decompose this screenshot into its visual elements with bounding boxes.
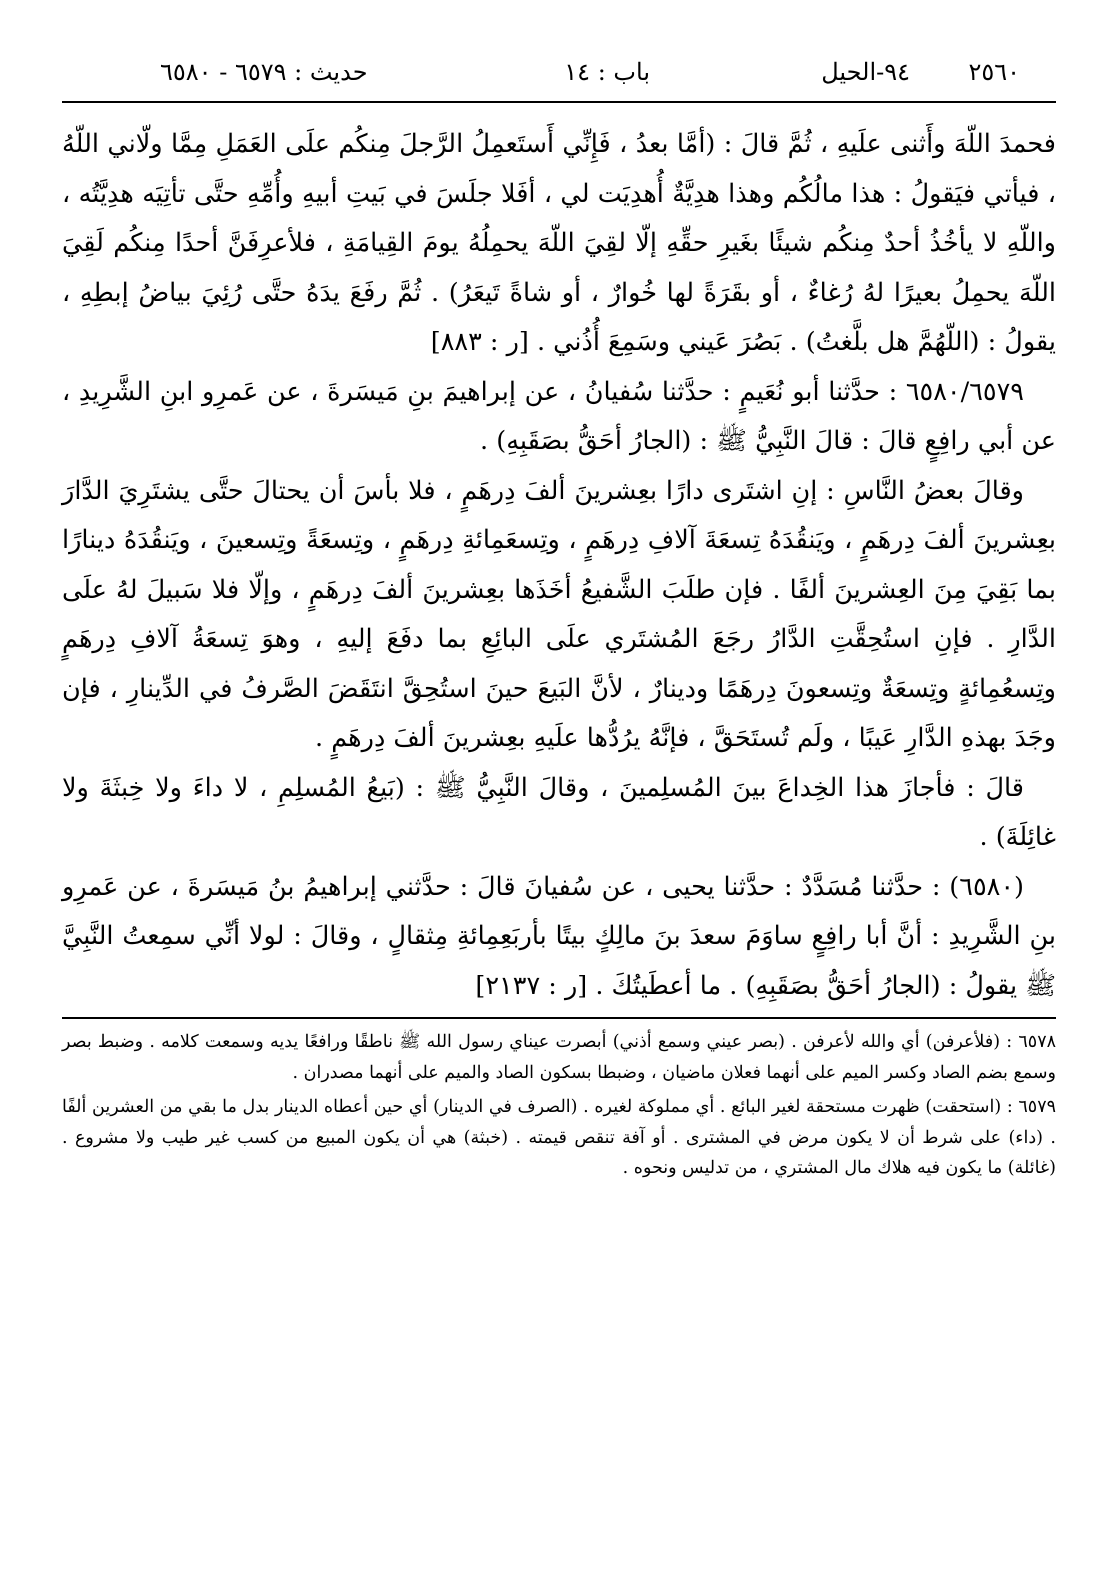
paragraph: فحمدَ اللّهَ وأَثنى علَيهِ ، ثُمَّ قالَ : (أمَّا بعدُ ، فَإِنِّي أَستَعمِلُ الرَّجلَ مِنكُم علَى العَمَلِ مِمَّا ولّاني اللّهُ ، فيأتي فيَقولُ : هذا مالُكُم وهذا هدِيَّةٌ أُهدِيَت لي ، أفَلا جلَسَ في بَيتِ أبيهِ وأُمِّهِ حتَّى تأتِيَه هدِيَّتُه ، واللّهِ لا يأخُذُ أحدٌ مِنكُم شيئًا بغَيرِ حقِّهِ إلّا لقِيَ اللّهَ يحمِلُهُ يومَ القِيامَةِ ، فلأعرِفَنَّ أحدًا مِنكُم لَقِيَ اللّهَ يحمِلُ بعيرًا لهُ رُغاءٌ ، أو بقَرَةً لها خُوارٌ ، أو شاةً تَيعَرُ) . ثُمَّ رفَعَ يدَهُ حتَّى رُئِيَ بياضُ إبطِهِ ، يقولُ : (اللّهُمَّ هل بلَّغتُ) . بَصُرَ عَيني وسَمِعَ أُذُني . [ر : ٨٨٣]	[62, 129, 1056, 357]
footnote: ٦٥٧٨ : (فلأعرفن) أي والله لأعرفن . (بصر عيني وسمع أذني) أبصرت عيناي رسول الله ﷺ ناطقًا ورافعًا يديه وسمعت كلامه . وضبط بصر وسمع بضم الصاد وكسر الميم على أنهما فعلان ماضيان ، وضبطا بسكون الصاد والميم على أنهما مصدران .	[62, 1032, 1056, 1083]
paragraph: وقالَ بعضُ النَّاسِ : إنِ اشتَرى دارًا بعِشرينَ ألفَ دِرهَمٍ ، فلا بأسَ أن يحتالَ حتَّى يشتَرِيَ الدَّارَ بعِشرينَ ألفَ دِرهَمٍ ، ويَنقُدَهُ تِسعَةَ آلافِ دِرهَمٍ ، وتِسعَمِائةِ دِرهَمٍ ، وتِسعَةً وتِسعينَ ، ويَنقُدَهُ دينارًا بما بَقِيَ مِنَ العِشرينَ ألفًا . فإن طلَبَ الشَّفيعُ أخَذَها بعِشرينَ ألفَ دِرهَمٍ ، وإلّا فلا سَبيلَ لهُ علَى الدَّارِ . فإنِ استُحِقَّتِ الدَّارُ رجَعَ المُشتَري علَى البائِعِ بما دفَعَ إليهِ ، وهوَ تِسعَةُ آلافِ دِرهَمٍ وتِسعُمِائةٍ وتِسعَةٌ وتِسعونَ دِرهَمًا ودينارٌ ، لأنَّ البَيعَ حينَ استُحِقَّ انتَقَضَ الصَّرفُ في الدِّينارِ ، فإن وجَدَ بهذهِ الدَّارِ عَيبًا ، ولَم تُستَحَقَّ ، فإنَّهُ يرُدُّها علَيهِ بعِشرينَ ألفَ دِرهَمٍ .	[62, 475, 1056, 753]
hadith-range: حديث : ٦٥٧٩ - ٦٥٨٠	[160, 58, 368, 86]
footnote-rule	[62, 1017, 1056, 1019]
page-number: ٢٥٦٠	[968, 58, 1020, 86]
chapter-label: باب : ١٤	[564, 58, 650, 86]
paragraph: قالَ : فأجازَ هذا الخِداعَ بينَ المُسلِمينَ ، وقالَ النَّبِيُّ ﷺ : (بَيعُ المُسلِمِ ، لا داءَ ولا خِبثَةَ ولا غائِلَةَ) .	[62, 772, 1056, 852]
hadith-6580: (٦٥٨٠) : حدَّثنا مُسَدَّدٌ : حدَّثنا يحيى ، عن سُفيانَ قالَ : حدَّثني إبراهيمُ بنُ مَيسَرةَ ، عن عَمرِو بنِ الشَّرِيدِ : أنَّ أبا رافِعٍ ساوَمَ سعدَ بنَ مالِكٍ بيتًا بأربَعِمِائةِ مِثقالٍ ، وقالَ : لولا أنِّي سمِعتُ النَّبِيَّ ﷺ يقولُ : (الجارُ أحَقُّ بصَقَبِهِ) . ما أعطَيتُكَ . [ر : ٢١٣٧]	[62, 871, 1056, 1001]
header-rule	[62, 101, 1056, 103]
footnote: ٦٥٧٩ : (استحقت) ظهرت مستحقة لغير البائع . أي مملوكة لغيره . (الصرف في الدينار) أي حين أعطاه الدينار بدل ما بقي من العشرين ألفًا . (داء) على شرط أن لا يكون مرض في المشترى . أو آفة تنقص قيمته . (خبثة) هي أن يكون المبيع من كسب غير طيب ولا مشروع . (غائلة) ما يكون فيه هلاك مال المشتري ، من تدليس ونحوه .	[62, 1097, 1056, 1178]
book-title: ٩٤-الحيل	[821, 58, 910, 86]
main-text	[62, 120, 1056, 1188]
hadith-6579: ٦٥٨٠/٦٥٧٩ : حدَّثنا أبو نُعَيمٍ : حدَّثنا سُفيانُ ، عن إبراهيمَ بنِ مَيسَرةَ ، عن عَمرِو ابنِ الشَّرِيدِ ، عن أبي رافِعٍ قالَ : قالَ النَّبِيُّ ﷺ : (الجارُ أحَقُّ بصَقَبِهِ) .	[62, 376, 1056, 456]
footnotes	[62, 1027, 1056, 1184]
